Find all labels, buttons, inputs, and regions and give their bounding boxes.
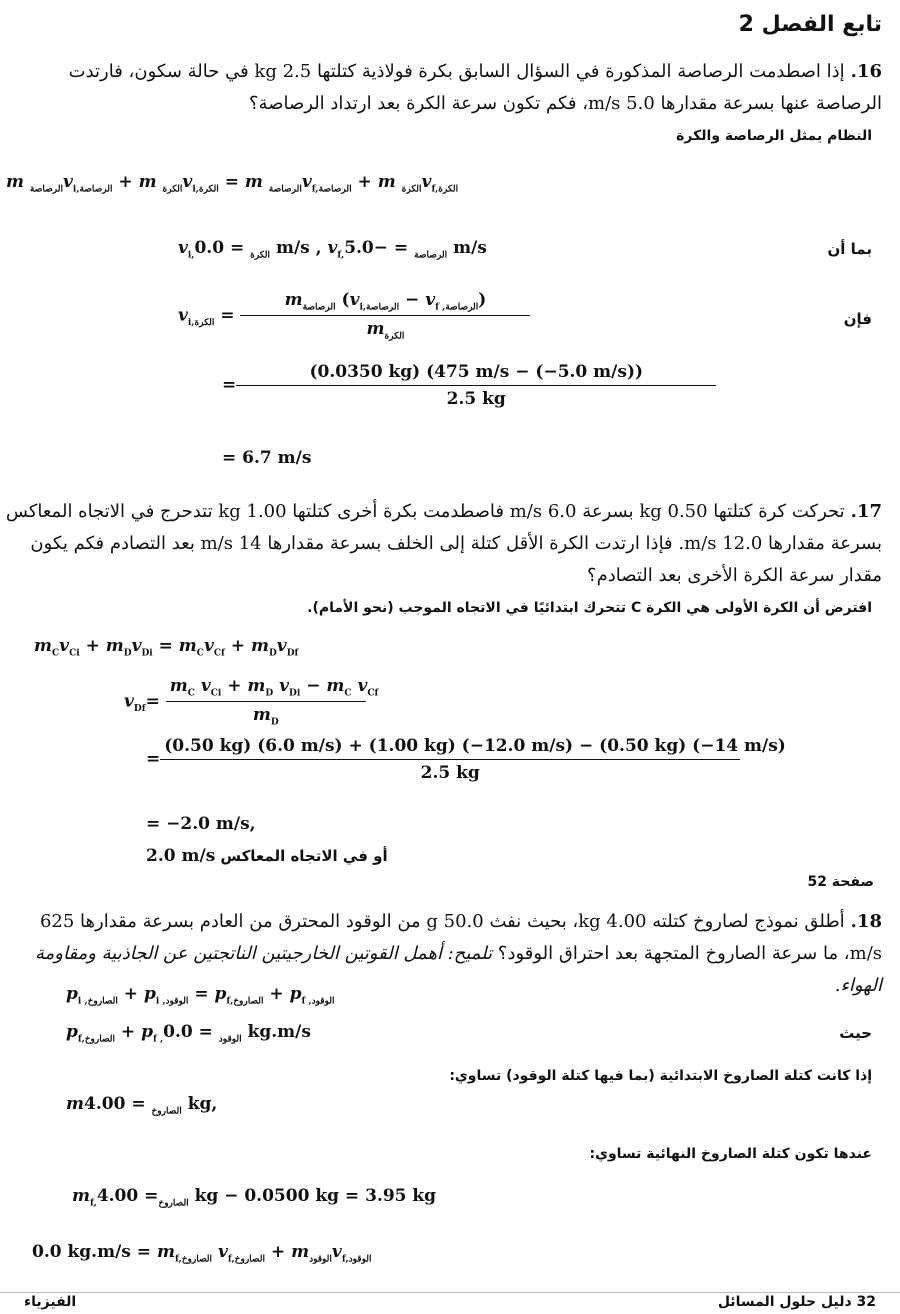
q18-mass-final: $m_{f, الصاروخ}= 4.00$ kg − 0.0500 kg = 3.95 kg bbox=[72, 1186, 437, 1209]
q18-equation-3: 0.0 $kg.m/s = m_{f,الصاروخ}$ $v_{f,الصاروخ} + m_{الوقود}v_{f,الوقود}$ bbox=[32, 1242, 372, 1265]
q17-body: تحركت كرة كتلتها 0.50 kg بسرعة 6.0 m/s فاصطدمت بكرة أخرى كتلتها 1.00 kg تتدحرج في الاتجاه المعاكس بسرعة مقدارها 12.0 m/s. فإذا ارتدت الكرة الأقل كتلة إلى الخلف بسرعة مقدارها 14 m/s بعد التصادم فكم يكون مقدار سرعة الكرة الأخرى بعد التصادم؟ bbox=[5, 501, 882, 586]
q18-body: أطلق نموذج لصاروخ كتلته 4.00 kg، بحيث نفث 50.0 g من الوقود المحترق من العادم بسرعة مقدارها 625 m/s، ما سرعة الصاروخ المتجهة بعد احتراق الوقود؟ bbox=[39, 911, 882, 964]
q16-solve-equation: $v_{i,الكرة}$ = $\frac{m_{الرصاصة} (v_{i,الرصاصة} - v_{f ,الرصاصة})}{m_{الكرة}}$ bbox=[178, 290, 530, 342]
q16-text bbox=[2, 56, 882, 120]
q17-equation-1: $m_Cv_{Ci} + m_Dv_{Di} = m_Cv_{Cf} + m_Dv_{Df}$ bbox=[34, 636, 299, 659]
q16-given-equation: $v_{i, الكرة} = 0.0$ m/s , $v_{f, الرصاصة} = -5.0$ m/s bbox=[178, 238, 487, 261]
q17-note: افترض أن الكرة الأولى هي الكرة C تتحرك ابتدائيًا في الاتجاه الموجب (نحو الأمام). bbox=[307, 600, 872, 616]
q18-mass-initial: m $_{الصاروخ}$ = 4.00 kg, bbox=[66, 1094, 218, 1117]
q16-note: النظام يمثل الرصاصة والكرة bbox=[676, 128, 872, 144]
q16-body: إذا اصطدمت الرصاصة المذكورة في السؤال السابق بكرة فولاذية كتلتها 2.5 kg في حالة سكون، فارتدت الرصاصة عنها بسرعة مقدارها 5.0 m/s، فكم تكون سرعة الكرة بعد ارتداد الرصاصة؟ bbox=[68, 61, 882, 114]
q16-number: 16. bbox=[850, 61, 882, 82]
q18-hint: تلميح: أهمل القوتين الخارجيتين الناتجتين عن الجاذبية ومقاومة الهواء. bbox=[35, 943, 882, 996]
q18-label-where: حيث bbox=[839, 1024, 872, 1042]
q17-solve-equation: $v_{Df}=$ $\frac{m_C v_{Ci} + m_D v_{Di} - m_C v_{Cf}}{m_D}$ bbox=[124, 676, 379, 728]
q17-substitution: = (0.50 kg) (6.0 m/s) + (1.00 kg) (−12.0 m/s) − (0.50 kg) (−14 m/s) 2.5 kg bbox=[146, 736, 786, 783]
page-reference: صفحة 52 bbox=[807, 874, 874, 890]
footer-divider bbox=[0, 1292, 900, 1293]
q18-equation-2: $p_{f,الصاروخ} + p_{f , الوقود} = 0.0$ kg.m/s bbox=[66, 1022, 311, 1045]
footer-subject: الفيزياء bbox=[24, 1294, 77, 1310]
q18-equation-1: $p_{i ,الصاروخ} + p_{i ,الوقود} = p_{f,الصاروخ} + p_{f ,الوقود}$ bbox=[66, 984, 335, 1007]
q16-equation-1: m $_{الرصاصة}v_{i,الرصاصة} + m$ $_{الكرة}v_{i,الكرة} = m$ $_{الرصاصة}v_{f,الرصاصة} + m$ $_{الكرة}v_{f,الكرة}$ bbox=[6, 172, 459, 195]
q16-label-then: فإن bbox=[843, 310, 872, 328]
q18-note-final: عندها تكون كتلة الصاروخ النهائية تساوي: bbox=[589, 1146, 872, 1162]
q18-number: 18. bbox=[850, 911, 882, 932]
q18-note-initial: إذا كانت كتلة الصاروخ الابتدائية (بما فيها كتلة الوقود) تساوي: bbox=[449, 1068, 872, 1084]
q17-result-note: أو في الاتجاه المعاكس 2.0 m/s bbox=[146, 846, 388, 866]
q17-number: 17. bbox=[850, 501, 882, 522]
q17-text bbox=[2, 496, 882, 592]
page-title: تابع الفصل 2 bbox=[738, 12, 882, 37]
q17-result: = −2.0 m/s, bbox=[146, 814, 256, 834]
q16-label-given: بما أن bbox=[827, 240, 872, 258]
footer-page-info: 32 دليل حلول المسائل bbox=[717, 1294, 876, 1310]
q16-result: = 6.7 m/s bbox=[222, 448, 312, 468]
q16-substitution: = $\frac{(0.0350 kg) (475 m/s - (-5.0 m/s))}{2.5 kg}$ bbox=[222, 362, 716, 409]
